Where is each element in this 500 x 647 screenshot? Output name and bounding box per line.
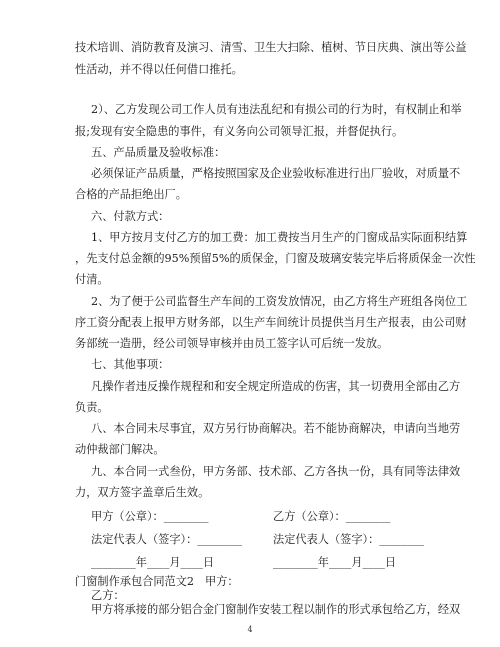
party-b-rep-line: 法定代表人（签字）：________ [273, 533, 425, 546]
section-heading-other: 七、其他事项： [91, 358, 170, 371]
party-a-rep-line: 法定代表人（签字）：________ [91, 533, 243, 546]
body-line: 报;发现有安全隐患的事件，有义务向公司领导汇报，并督促执行。 [75, 125, 404, 138]
next-body-line: 甲方将承接的部分铝合金门窗制作安装工程以制作的形式承包给乙方，经双 [91, 603, 461, 616]
party-b-date-line: ________年____月____日 [273, 556, 397, 569]
page-number: 4 [247, 625, 253, 634]
body-line: 力，双方签字盖章后生效。 [75, 486, 210, 499]
party-a-seal-line: 甲方（公章）：________ [91, 510, 209, 523]
body-line: 1、甲方按月支付乙方的加工费：加工费按当月生产的门窗成品实际面积结算 [91, 231, 468, 244]
body-line: 凡操作者违反操作规程和和安全规定所造成的伤害，其一切费用全部由乙方 [91, 380, 461, 393]
body-line: 负责。 [75, 401, 109, 414]
next-contract-title: 门窗制作承包合同范文2 [75, 575, 194, 588]
body-line: 务部统一造册，经公司领导审核并由员工签字认可后统一发放。 [75, 337, 389, 350]
section-heading-payment: 六、付款方式： [91, 210, 170, 223]
section-heading-quality: 五、产品质量及验收标准： [91, 146, 226, 159]
body-line: 性活动，并不得以任何借口推托。 [75, 63, 243, 76]
body-line: 2）、乙方发现公司工作人员有违法乱纪和有损公司的行为时，有权制止和举 [91, 103, 462, 116]
body-line: ，先支付总金额的95%预留5%的质保金，门窗及玻璃安装完毕后将质保金一次性 [75, 252, 476, 265]
body-line: 动仲裁部门解决。 [75, 443, 165, 456]
next-party-a-label: 甲方： [205, 575, 239, 588]
body-line: 技术培训、消防教育及演习、清雪、卫生大扫除、植树、节日庆典、演出等公益 [75, 41, 467, 54]
body-line: 合格的产品拒绝出厂。 [75, 188, 187, 201]
body-line: 2、为了便于公司监督生产车间的工资发放情况，由乙方将生产班组各岗位工 [91, 295, 468, 308]
body-line: 必须保证产品质量，严格按照国家及企业验收标准进行出厂验收，对质量不 [91, 167, 461, 180]
body-line: 九、本合同一式叁份，甲方务部、技术部、乙方各执一份，具有同等法律效 [91, 465, 461, 478]
next-party-b-label: 乙方： [91, 589, 125, 602]
party-b-seal-line: 乙方（公章）：________ [273, 510, 391, 523]
body-line: 付清。 [75, 273, 109, 286]
body-line: 八、本合同未尽事宜，双方另行协商解决。若不能协商解决，申请向当地劳 [91, 422, 461, 435]
party-a-date-line: ________年____月____日 [91, 556, 215, 569]
body-line: 序工资分配表上报甲方财务部，以生产车间统计员提供当月生产报表，由公司财 [75, 316, 467, 329]
